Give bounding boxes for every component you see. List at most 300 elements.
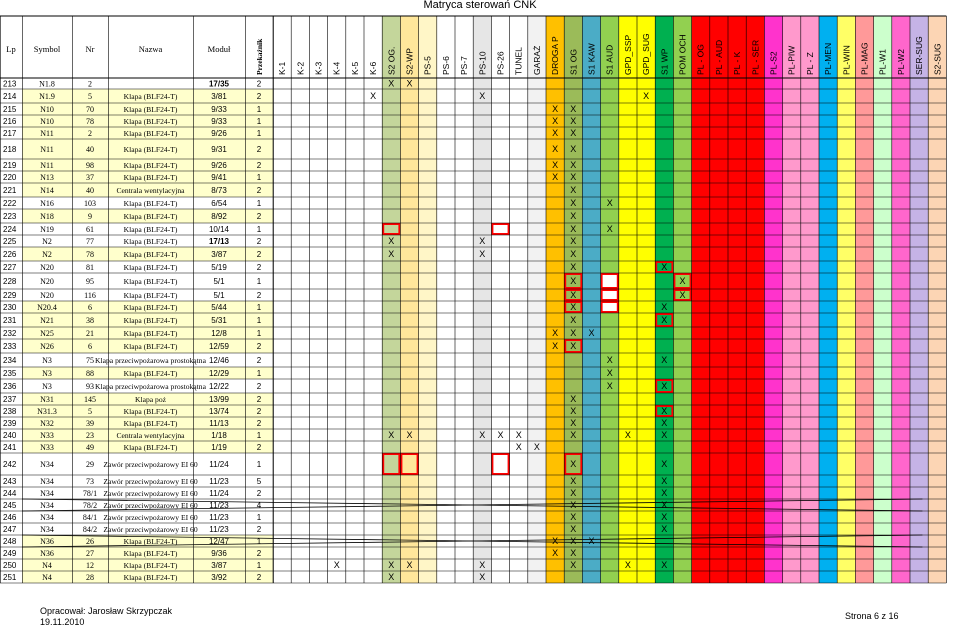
- cell-x-mark: X: [570, 476, 577, 486]
- cell-nazwa: Klapa (BLF24-T): [123, 407, 178, 416]
- cell-x-mark: X: [552, 341, 559, 351]
- cell-lp: 224: [3, 225, 17, 234]
- cell-modul: 1/19: [211, 443, 227, 452]
- cell-nr: 73: [86, 477, 94, 486]
- cell-x-mark: X: [661, 488, 668, 498]
- cell-nazwa: Klapa (BLF24-T): [123, 419, 178, 428]
- cell-przekaznik: 1: [256, 117, 262, 126]
- cell-symbol: N1.8: [39, 79, 55, 89]
- cell-symbol: N13: [40, 173, 54, 182]
- cell-x-mark: X: [661, 476, 668, 486]
- cell-lp: 243: [3, 477, 17, 486]
- zone-column-bg: [473, 16, 491, 583]
- cell-x-mark: X: [570, 418, 577, 428]
- cell-x-mark: X: [570, 394, 577, 404]
- cell-lp: 233: [3, 342, 17, 351]
- footer-page-number: Strona 6 z 16: [845, 611, 899, 621]
- cell-lp: 247: [3, 525, 17, 534]
- zone-header-label: S2 OG.: [386, 46, 397, 75]
- cell-lp: 236: [3, 382, 17, 391]
- cell-lp: 240: [3, 431, 17, 440]
- cell-nazwa: Klapa (BLF24-T): [123, 237, 178, 246]
- cell-nazwa: Zawór przeciwpożarowy EI 60: [103, 501, 198, 510]
- cell-x-mark: X: [406, 560, 413, 570]
- cell-lp: 251: [3, 573, 17, 582]
- cell-symbol: N14: [40, 186, 54, 195]
- cell-symbol: N20: [40, 277, 54, 286]
- zone-header-label: K-3: [313, 61, 324, 75]
- cell-nazwa: Klapa (BLF24-T): [123, 105, 178, 114]
- cell-x-mark: X: [552, 536, 559, 546]
- cell-nr: 77: [86, 237, 94, 246]
- cell-x-mark: X: [570, 430, 577, 440]
- cell-x-mark: X: [479, 249, 486, 259]
- cell-symbol: N36: [40, 549, 54, 558]
- cell-x-mark: X: [570, 185, 577, 195]
- document-title: Matryca sterowań CNK: [423, 0, 537, 11]
- zone-header-label: PS-6: [440, 56, 451, 75]
- zone-header-label: S1 OG: [568, 49, 579, 75]
- cell-modul: 12/22: [208, 382, 230, 391]
- cell-symbol: N25: [40, 329, 54, 338]
- cell-nazwa: Zawór przeciwpożarowy EI 60: [103, 525, 198, 534]
- cell-nr: 9: [88, 212, 92, 221]
- cell-symbol: N34: [40, 477, 54, 486]
- cell-nazwa: Klapa (BLF24-T): [123, 263, 178, 272]
- cell-x-mark: X: [388, 236, 395, 246]
- cell-symbol: N11: [40, 129, 54, 138]
- cell-symbol: N11: [40, 145, 54, 154]
- zone-header-label: PL - AUD: [713, 39, 724, 75]
- cell-x-mark: X: [661, 315, 668, 325]
- cell-nr: 5: [88, 407, 92, 416]
- cell-nr: 70: [86, 105, 94, 114]
- cell-symbol: N32: [40, 419, 54, 428]
- cell-nr: 40: [86, 145, 94, 154]
- cell-modul: 10/14: [208, 225, 230, 234]
- cell-modul: 11/13: [209, 419, 229, 428]
- zone-header-label: PS-7: [459, 56, 470, 75]
- cell-symbol: N1.9: [39, 92, 55, 101]
- zone-header-label: K-2: [295, 61, 306, 75]
- cell-nr: 27: [86, 549, 94, 558]
- cell-przekaznik: 2: [256, 573, 262, 582]
- cell-przekaznik: 1: [256, 277, 262, 286]
- cell-modul: 13/74: [208, 407, 230, 416]
- cell-symbol: N3: [42, 382, 52, 391]
- cell-nr: 2: [88, 129, 92, 138]
- zone-header-label: GPD_SUG: [641, 33, 652, 75]
- cell-modul: 9/33: [211, 105, 227, 114]
- cell-x-mark: X: [388, 430, 395, 440]
- zone-column-bg: [382, 16, 400, 583]
- zone-header-label: PL-W2: [895, 49, 906, 75]
- cell-lp: 222: [3, 199, 17, 208]
- cell-przekaznik: 1: [256, 303, 262, 312]
- cell-przekaznik: 2: [256, 356, 262, 365]
- zone-column-bg: [400, 16, 418, 583]
- cell-nazwa: Klapa (BLF24-T): [123, 291, 178, 300]
- zone-header-label: SER-SUG: [914, 36, 925, 75]
- header-symbol: Symbol: [33, 44, 61, 54]
- cell-symbol: N19: [40, 225, 54, 234]
- cell-modul: 3/92: [211, 573, 227, 582]
- cell-symbol: N3: [42, 356, 52, 365]
- cell-x-mark: X: [606, 224, 613, 234]
- cell-x-mark: X: [661, 524, 668, 534]
- cell-przekaznik: 1: [256, 129, 262, 138]
- cell-nr: 28: [86, 573, 94, 582]
- cell-symbol: N34: [40, 501, 54, 510]
- cell-x-mark: X: [388, 572, 395, 582]
- header-przekaznik: Przekaźnik: [255, 38, 264, 75]
- cell-x-mark: X: [661, 560, 668, 570]
- cell-x-mark: X: [661, 418, 668, 428]
- cell-nr: 12: [86, 561, 94, 570]
- cell-przekaznik: 2: [256, 212, 262, 221]
- zone-column-bg: [892, 16, 910, 583]
- zone-header-label: S1 AUD: [604, 44, 615, 75]
- cell-x-mark: X: [661, 302, 668, 312]
- cell-nr: 84/2: [82, 525, 98, 534]
- cell-x-mark: X: [479, 430, 486, 440]
- cell-nazwa: Klapa (BLF24-T): [123, 443, 178, 452]
- zone-column-bg: [855, 16, 873, 583]
- marker-box: [492, 454, 508, 474]
- cell-x-mark: X: [606, 198, 613, 208]
- cell-nazwa: Klapa (BLF24-T): [123, 173, 178, 182]
- cell-lp: 239: [3, 419, 17, 428]
- header-modul: Moduł: [207, 44, 231, 54]
- cell-modul: 5/44: [211, 303, 227, 312]
- cell-symbol: N20: [40, 263, 54, 272]
- cell-przekaznik: 1: [256, 561, 262, 570]
- cell-x-mark: X: [570, 128, 577, 138]
- cell-symbol: N33: [40, 431, 54, 440]
- cell-nazwa: Klapa (BLF24-T): [123, 277, 178, 286]
- cell-nazwa: Centrala wentylacyjna: [116, 186, 185, 195]
- cell-przekaznik: 2: [256, 79, 262, 89]
- cell-x-mark: X: [661, 500, 668, 510]
- cell-lp: 250: [3, 561, 17, 570]
- cell-nazwa: Klapa przeciwpożarowa prostokątna: [95, 356, 206, 365]
- zone-header-label: PS-5: [422, 56, 433, 75]
- cell-lp: 215: [3, 105, 17, 114]
- cell-lp: 218: [3, 145, 17, 154]
- cell-x-mark: X: [570, 211, 577, 221]
- cell-lp: 217: [3, 129, 17, 138]
- cell-nr: 38: [86, 316, 94, 325]
- cell-x-mark: X: [479, 572, 486, 582]
- cell-nr: 81: [86, 263, 94, 272]
- cell-nazwa: Klapa poż: [135, 395, 166, 404]
- cell-symbol: N18: [40, 212, 54, 221]
- cell-modul: 17/35: [208, 79, 230, 89]
- cell-przekaznik: 2: [256, 382, 262, 391]
- cell-modul: 11/23: [209, 525, 229, 534]
- cell-lp: 242: [3, 460, 17, 469]
- cell-nazwa: Zawór przeciwpożarowy EI 60: [103, 460, 198, 469]
- cell-modul: 11/23: [209, 501, 229, 510]
- cell-modul: 11/23: [209, 477, 229, 486]
- cell-modul: 6/54: [211, 199, 227, 208]
- zone-column-bg: [837, 16, 855, 583]
- cell-przekaznik: 2: [256, 419, 262, 428]
- cell-nazwa: Klapa (BLF24-T): [123, 342, 178, 351]
- zone-header-label: PL - Z: [804, 52, 815, 75]
- cell-nazwa: Klapa (BLF24-T): [123, 369, 178, 378]
- cell-modul: 11/23: [209, 513, 229, 522]
- cell-modul: 9/33: [211, 117, 227, 126]
- cell-przekaznik: 2: [256, 525, 262, 534]
- cell-x-mark: X: [570, 328, 577, 338]
- cell-nr: 98: [86, 161, 94, 170]
- cell-x-mark: X: [552, 160, 559, 170]
- cell-x-mark: X: [643, 91, 650, 101]
- cell-x-mark: X: [406, 78, 413, 89]
- cell-nazwa: Klapa (BLF24-T): [123, 573, 178, 582]
- cell-x-mark: X: [570, 172, 577, 182]
- cell-lp: 216: [3, 117, 17, 126]
- cell-nazwa: Klapa (BLF24-T): [123, 117, 178, 126]
- cell-x-mark: X: [570, 276, 577, 286]
- cell-x-mark: X: [588, 328, 595, 338]
- cell-x-mark: X: [479, 91, 486, 101]
- cell-x-mark: X: [497, 430, 504, 440]
- cell-nazwa: Klapa (BLF24-T): [123, 199, 178, 208]
- cell-modul: 5/1: [213, 277, 225, 286]
- cell-nr: 103: [84, 199, 96, 208]
- cell-lp: 220: [3, 173, 17, 182]
- cell-x-mark: X: [570, 160, 577, 170]
- cell-x-mark: X: [370, 91, 377, 101]
- zone-header-label: GARAŻ: [531, 45, 542, 75]
- cell-symbol: N34: [40, 489, 54, 498]
- cell-x-mark: X: [679, 290, 686, 300]
- cell-nazwa: Klapa (BLF24-T): [123, 129, 178, 138]
- cell-nazwa: Klapa (BLF24-T): [123, 145, 178, 154]
- cell-modul: 9/26: [211, 161, 227, 170]
- cell-nazwa: Klapa (BLF24-T): [123, 329, 178, 338]
- cell-x-mark: X: [588, 536, 595, 546]
- cell-przekaznik: 1: [256, 513, 262, 522]
- zone-column-bg: [637, 16, 655, 583]
- footer-author: Opracował: Jarosław Skrzypczak: [40, 606, 173, 616]
- zone-column-bg: [746, 16, 764, 583]
- cell-x-mark: X: [570, 302, 577, 312]
- zone-header-label: K-4: [331, 61, 342, 75]
- cell-nr: 61: [86, 225, 94, 234]
- zone-header-label: K-6: [368, 61, 379, 75]
- cell-x-mark: X: [406, 430, 413, 440]
- cell-x-mark: X: [570, 459, 577, 469]
- cell-x-mark: X: [661, 262, 668, 272]
- zone-header-label: PL - K: [732, 51, 743, 75]
- cell-nr: 40: [86, 186, 94, 195]
- cell-symbol: N20: [40, 291, 54, 300]
- cell-lp: 241: [3, 443, 17, 452]
- cell-przekaznik: 1: [256, 316, 262, 325]
- cell-x-mark: X: [570, 524, 577, 534]
- cell-modul: 11/24: [209, 460, 229, 469]
- cell-modul: 12/29: [208, 369, 230, 378]
- cell-modul: 9/41: [211, 173, 227, 182]
- zone-header-label: S1 KAW: [586, 43, 597, 75]
- cell-lp: 227: [3, 263, 17, 272]
- cell-x-mark: X: [388, 78, 395, 89]
- cell-x-mark: X: [661, 512, 668, 522]
- cell-przekaznik: 1: [256, 173, 262, 182]
- cell-nazwa: Klapa (BLF24-T): [123, 161, 178, 170]
- cell-nazwa: Klapa (BLF24-T): [123, 212, 178, 221]
- cell-symbol: N36: [40, 537, 54, 546]
- zone-header-label: S2-SUG: [932, 43, 943, 75]
- header-nazwa: Nazwa: [138, 44, 163, 54]
- cell-lp: 249: [3, 549, 17, 558]
- cell-nazwa: Klapa (BLF24-T): [123, 561, 178, 570]
- cell-nr: 145: [84, 395, 96, 404]
- cell-przekaznik: 1: [256, 431, 262, 440]
- zone-header-label: PS-26: [495, 51, 506, 75]
- footer-date: 19.11.2010: [40, 617, 85, 625]
- cell-przekaznik: 2: [256, 263, 262, 272]
- cell-nr: 78/1: [82, 489, 98, 498]
- cell-x-mark: X: [661, 355, 668, 365]
- zone-header-label: POM OCH: [677, 34, 688, 75]
- cell-x-mark: X: [570, 488, 577, 498]
- cell-przekaznik: 2: [256, 237, 262, 246]
- cell-x-mark: X: [552, 172, 559, 182]
- cell-x-mark: X: [533, 442, 540, 452]
- cell-lp: 238: [3, 407, 17, 416]
- cell-nr: 93: [86, 382, 94, 391]
- cell-przekaznik: 2: [256, 549, 262, 558]
- cell-symbol: N10: [40, 117, 54, 126]
- cell-x-mark: X: [570, 315, 577, 325]
- zone-column-bg: [819, 16, 837, 583]
- cell-symbol: N2: [42, 250, 52, 259]
- zone-header-label: PL-MAG: [859, 42, 870, 75]
- cell-x-mark: X: [479, 236, 486, 246]
- cell-symbol: N34: [40, 460, 54, 469]
- cell-przekaznik: 2: [256, 145, 262, 154]
- zone-column-bg: [546, 16, 564, 583]
- cell-x-mark: X: [606, 368, 613, 378]
- cell-x-mark: X: [552, 144, 559, 154]
- cell-symbol: N21: [40, 316, 54, 325]
- cell-lp: 229: [3, 291, 17, 300]
- header-lp: Lp: [6, 44, 16, 54]
- cell-przekaznik: 4: [256, 501, 262, 510]
- cell-przekaznik: 2: [256, 342, 262, 351]
- cell-przekaznik: 1: [256, 537, 262, 546]
- cell-x-mark: X: [570, 512, 577, 522]
- cell-symbol: N34: [40, 525, 54, 534]
- cell-nr: 95: [86, 277, 94, 286]
- cell-x-mark: X: [515, 430, 522, 440]
- marker-box: [492, 224, 508, 234]
- cell-x-mark: X: [333, 560, 340, 570]
- cell-przekaznik: 2: [256, 161, 262, 170]
- cell-przekaznik: 2: [256, 92, 262, 101]
- marker-filled: [602, 290, 618, 300]
- cell-nr: 26: [86, 537, 94, 546]
- zone-header-label: PS-10: [477, 51, 488, 75]
- zone-column-bg: [764, 16, 782, 583]
- cell-symbol: N4: [42, 573, 52, 582]
- header-nr: Nr: [85, 44, 95, 54]
- cell-modul: 9/36: [211, 549, 227, 558]
- cell-x-mark: X: [552, 116, 559, 126]
- cell-lp: 225: [3, 237, 17, 246]
- zone-header-label: TUNEL: [513, 47, 524, 75]
- cell-nr: 21: [86, 329, 94, 338]
- cell-x-mark: X: [388, 560, 395, 570]
- cell-nr: 84/1: [82, 513, 98, 522]
- zone-header-label: PL-W1: [877, 49, 888, 75]
- zone-column-bg: [528, 16, 546, 583]
- cell-nazwa: Centrala wentylacyjna: [116, 431, 185, 440]
- cell-nr: 116: [84, 291, 96, 300]
- cell-przekaznik: 1: [256, 199, 262, 208]
- cell-nr: 6: [88, 342, 92, 351]
- cell-lp: 228: [3, 277, 17, 286]
- cell-lp: 230: [3, 303, 17, 312]
- cell-x-mark: X: [624, 560, 631, 570]
- cell-modul: 3/87: [211, 250, 227, 259]
- cell-x-mark: X: [570, 262, 577, 272]
- cell-symbol: N31: [40, 395, 54, 404]
- zone-header-label: PL - SER: [750, 39, 761, 75]
- cell-przekaznik: 2: [256, 291, 262, 300]
- cell-modul: 8/92: [211, 212, 227, 221]
- cell-lp: 213: [3, 79, 17, 89]
- zone-header-label: PL - OG: [695, 44, 706, 75]
- cell-lp: 248: [3, 537, 17, 546]
- cell-nazwa: Klapa (BLF24-T): [123, 537, 178, 546]
- cell-modul: 13/99: [208, 395, 230, 404]
- cell-symbol: N33: [40, 443, 54, 452]
- cell-x-mark: X: [661, 430, 668, 440]
- cell-przekaznik: 1: [256, 105, 262, 114]
- cell-x-mark: X: [552, 548, 559, 558]
- cell-nr: 75: [86, 356, 94, 365]
- cell-x-mark: X: [570, 341, 577, 351]
- zone-column-bg: [910, 16, 928, 583]
- cell-x-mark: X: [570, 560, 577, 570]
- cell-modul: 3/81: [211, 92, 227, 101]
- cell-x-mark: X: [661, 406, 668, 416]
- cell-przekaznik: 2: [256, 395, 262, 404]
- cell-przekaznik: 1: [256, 329, 262, 338]
- cell-nazwa: Klapa (BLF24-T): [123, 250, 178, 259]
- cell-przekaznik: 2: [256, 250, 262, 259]
- cell-x-mark: X: [606, 355, 613, 365]
- cell-lp: 237: [3, 395, 17, 404]
- cell-nazwa: Zawór przeciwpożarowy EI 60: [103, 489, 198, 498]
- zone-column-bg: [582, 16, 600, 583]
- zone-column-bg: [783, 16, 801, 583]
- cell-nr: 78: [86, 117, 94, 126]
- cell-symbol: N11: [40, 161, 54, 170]
- cell-x-mark: X: [570, 116, 577, 126]
- cell-x-mark: X: [570, 249, 577, 259]
- cell-nazwa: Zawór przeciwpożarowy EI 60: [103, 513, 198, 522]
- cell-nr: 6: [88, 303, 92, 312]
- cell-przekaznik: 5: [256, 477, 262, 486]
- zone-column-bg: [801, 16, 819, 583]
- cell-lp: 244: [3, 489, 17, 498]
